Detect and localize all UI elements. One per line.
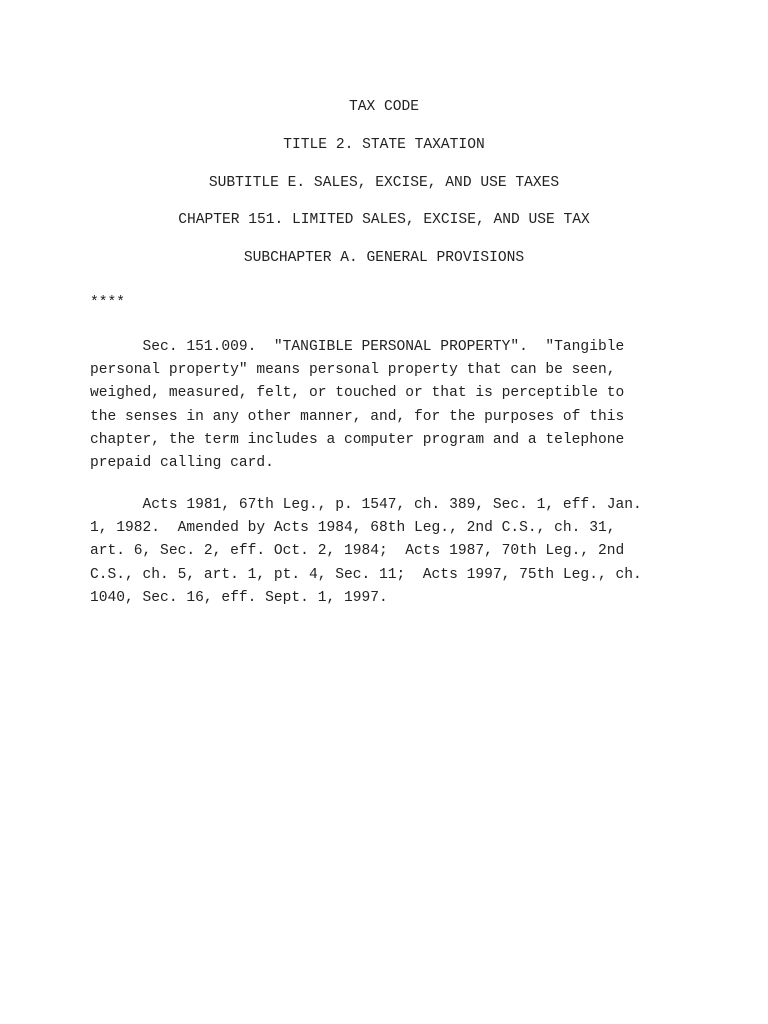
section-line: Sec. 151.009. "TANGIBLE PERSONAL PROPERTY". "Tangible <box>90 339 625 355</box>
section-line: chapter, the term includes a computer program and a telephone <box>90 431 625 448</box>
section-line: the senses in any other manner, and, for the purposes of this <box>90 408 625 425</box>
history-line: art. 6, Sec. 2, eff. Oct. 2, 1984; Acts 1987, 70th Leg., 2nd <box>90 543 625 560</box>
heading-subtitle: SUBTITLE E. SALES, EXCISE, AND USE TAXES <box>208 175 560 191</box>
heading-chapter: CHAPTER 151. LIMITED SALES, EXCISE, AND USE TAX <box>178 212 590 228</box>
section-line: weighed, measured, felt, or touched or that is perceptible to <box>90 385 625 402</box>
section-line: prepaid calling card. <box>90 455 274 472</box>
history-paragraph <box>90 494 690 610</box>
heading-title: TITLE 2. STATE TAXATION <box>283 137 485 153</box>
section-line: personal property" means personal property that can be seen, <box>90 362 616 379</box>
heading-tax-code: TAX CODE <box>348 99 420 115</box>
history-line: 1040, Sec. 16, eff. Sept. 1, 1997. <box>90 589 388 606</box>
section-paragraph <box>90 336 690 475</box>
history-line: C.S., ch. 5, art. 1, pt. 4, Sec. 11; Acts 1997, 75th Leg., ch. <box>90 566 642 583</box>
history-line: Acts 1981, 67th Leg., p. 1547, ch. 389, Sec. 1, eff. Jan. <box>90 497 642 513</box>
separator: **** <box>90 295 126 311</box>
history-line: 1, 1982. Amended by Acts 1984, 68th Leg., 2nd C.S., ch. 31, <box>90 520 616 537</box>
heading-subchapter: SUBCHAPTER A. GENERAL PROVISIONS <box>243 250 525 266</box>
